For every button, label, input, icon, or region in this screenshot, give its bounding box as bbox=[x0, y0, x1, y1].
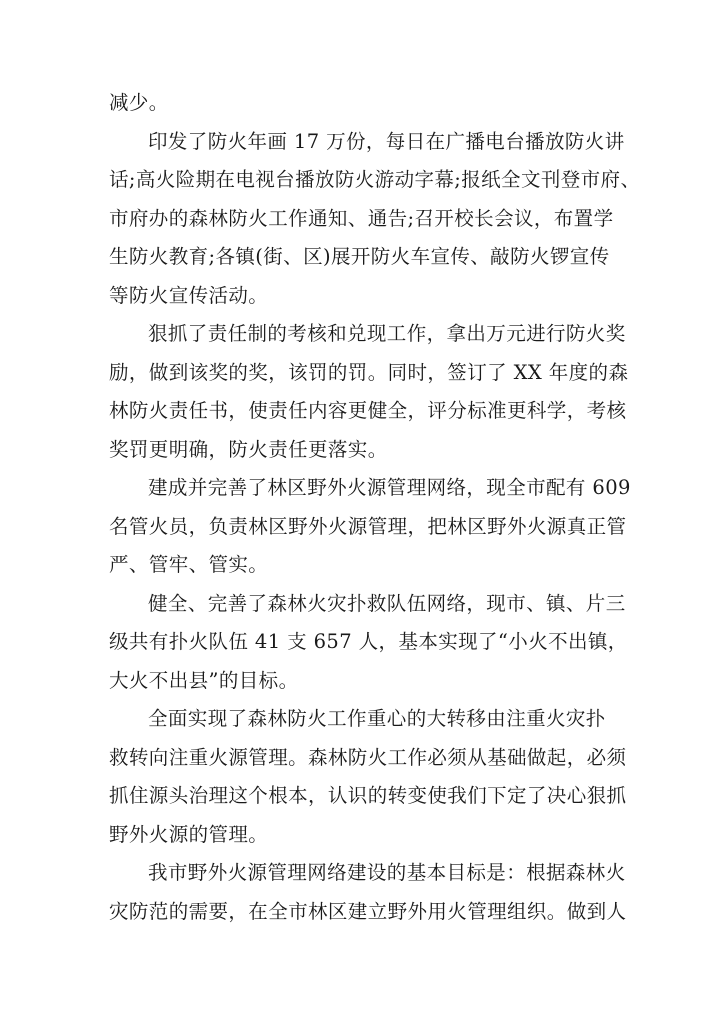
text-line: 市府办的森林防火工作通知、通告;召开校长会议，布置学 bbox=[109, 206, 614, 230]
text-line: 奖罚更明确，防火责任更落实。 bbox=[109, 437, 388, 461]
text-line: 励，做到该奖的奖，该罚的罚。同时，签订了 XX 年度的森 bbox=[109, 360, 629, 384]
text-line: 大火不出县”的目标。 bbox=[109, 668, 299, 692]
text-line: 建成并完善了林区野外火源管理网络，现全市配有 609 bbox=[148, 476, 631, 499]
text-line: 救转向注重火源管理。森林防火工作必须从基础做起，必须 bbox=[109, 745, 627, 769]
text-line: 等防火宣传活动。 bbox=[109, 283, 269, 307]
text-line: 全面实现了森林防火工作重心的大转移由注重火灾扑 bbox=[148, 707, 606, 730]
text-line: 减少。 bbox=[109, 91, 169, 114]
text-line: 野外火源的管理。 bbox=[109, 822, 269, 846]
text-line: 生防火教育;各镇(街、区)展开防火车宣传、敲防火锣宣传 bbox=[109, 245, 610, 268]
document-body bbox=[109, 84, 641, 931]
text-line: 林防火责任书，使责任内容更健全，评分标准更科学，考核 bbox=[109, 399, 627, 422]
text-line: 抓住源头治理这个根本，认识的转变使我们下定了决心狠抓 bbox=[109, 784, 627, 807]
text-line: 狠抓了责任制的考核和兑现工作，拿出万元进行防火奖 bbox=[148, 322, 626, 345]
text-line: 灾防范的需要，在全市林区建立野外用火管理组织。做到人 bbox=[109, 899, 627, 923]
text-line: 级共有扑火队伍 41 支 657 人，基本实现了“小火不出镇， bbox=[109, 630, 628, 653]
text-line: 印发了防火年画 17 万份，每日在广播电台播放防火讲 bbox=[148, 129, 625, 153]
text-line: 我市野外火源管理网络建设的基本目标是：根据森林火 bbox=[148, 861, 626, 884]
text-line: 健全、完善了森林火灾扑救队伍网络，现市、镇、片三 bbox=[148, 591, 626, 615]
text-line: 名管火员，负责林区野外火源管理，把林区野外火源真正管 bbox=[109, 514, 627, 538]
text-line: 严、管牢、管实。 bbox=[109, 553, 269, 576]
text-line: 话;高火险期在电视台播放防火游动字幕;报纸全文刊登市府、 bbox=[109, 168, 641, 191]
